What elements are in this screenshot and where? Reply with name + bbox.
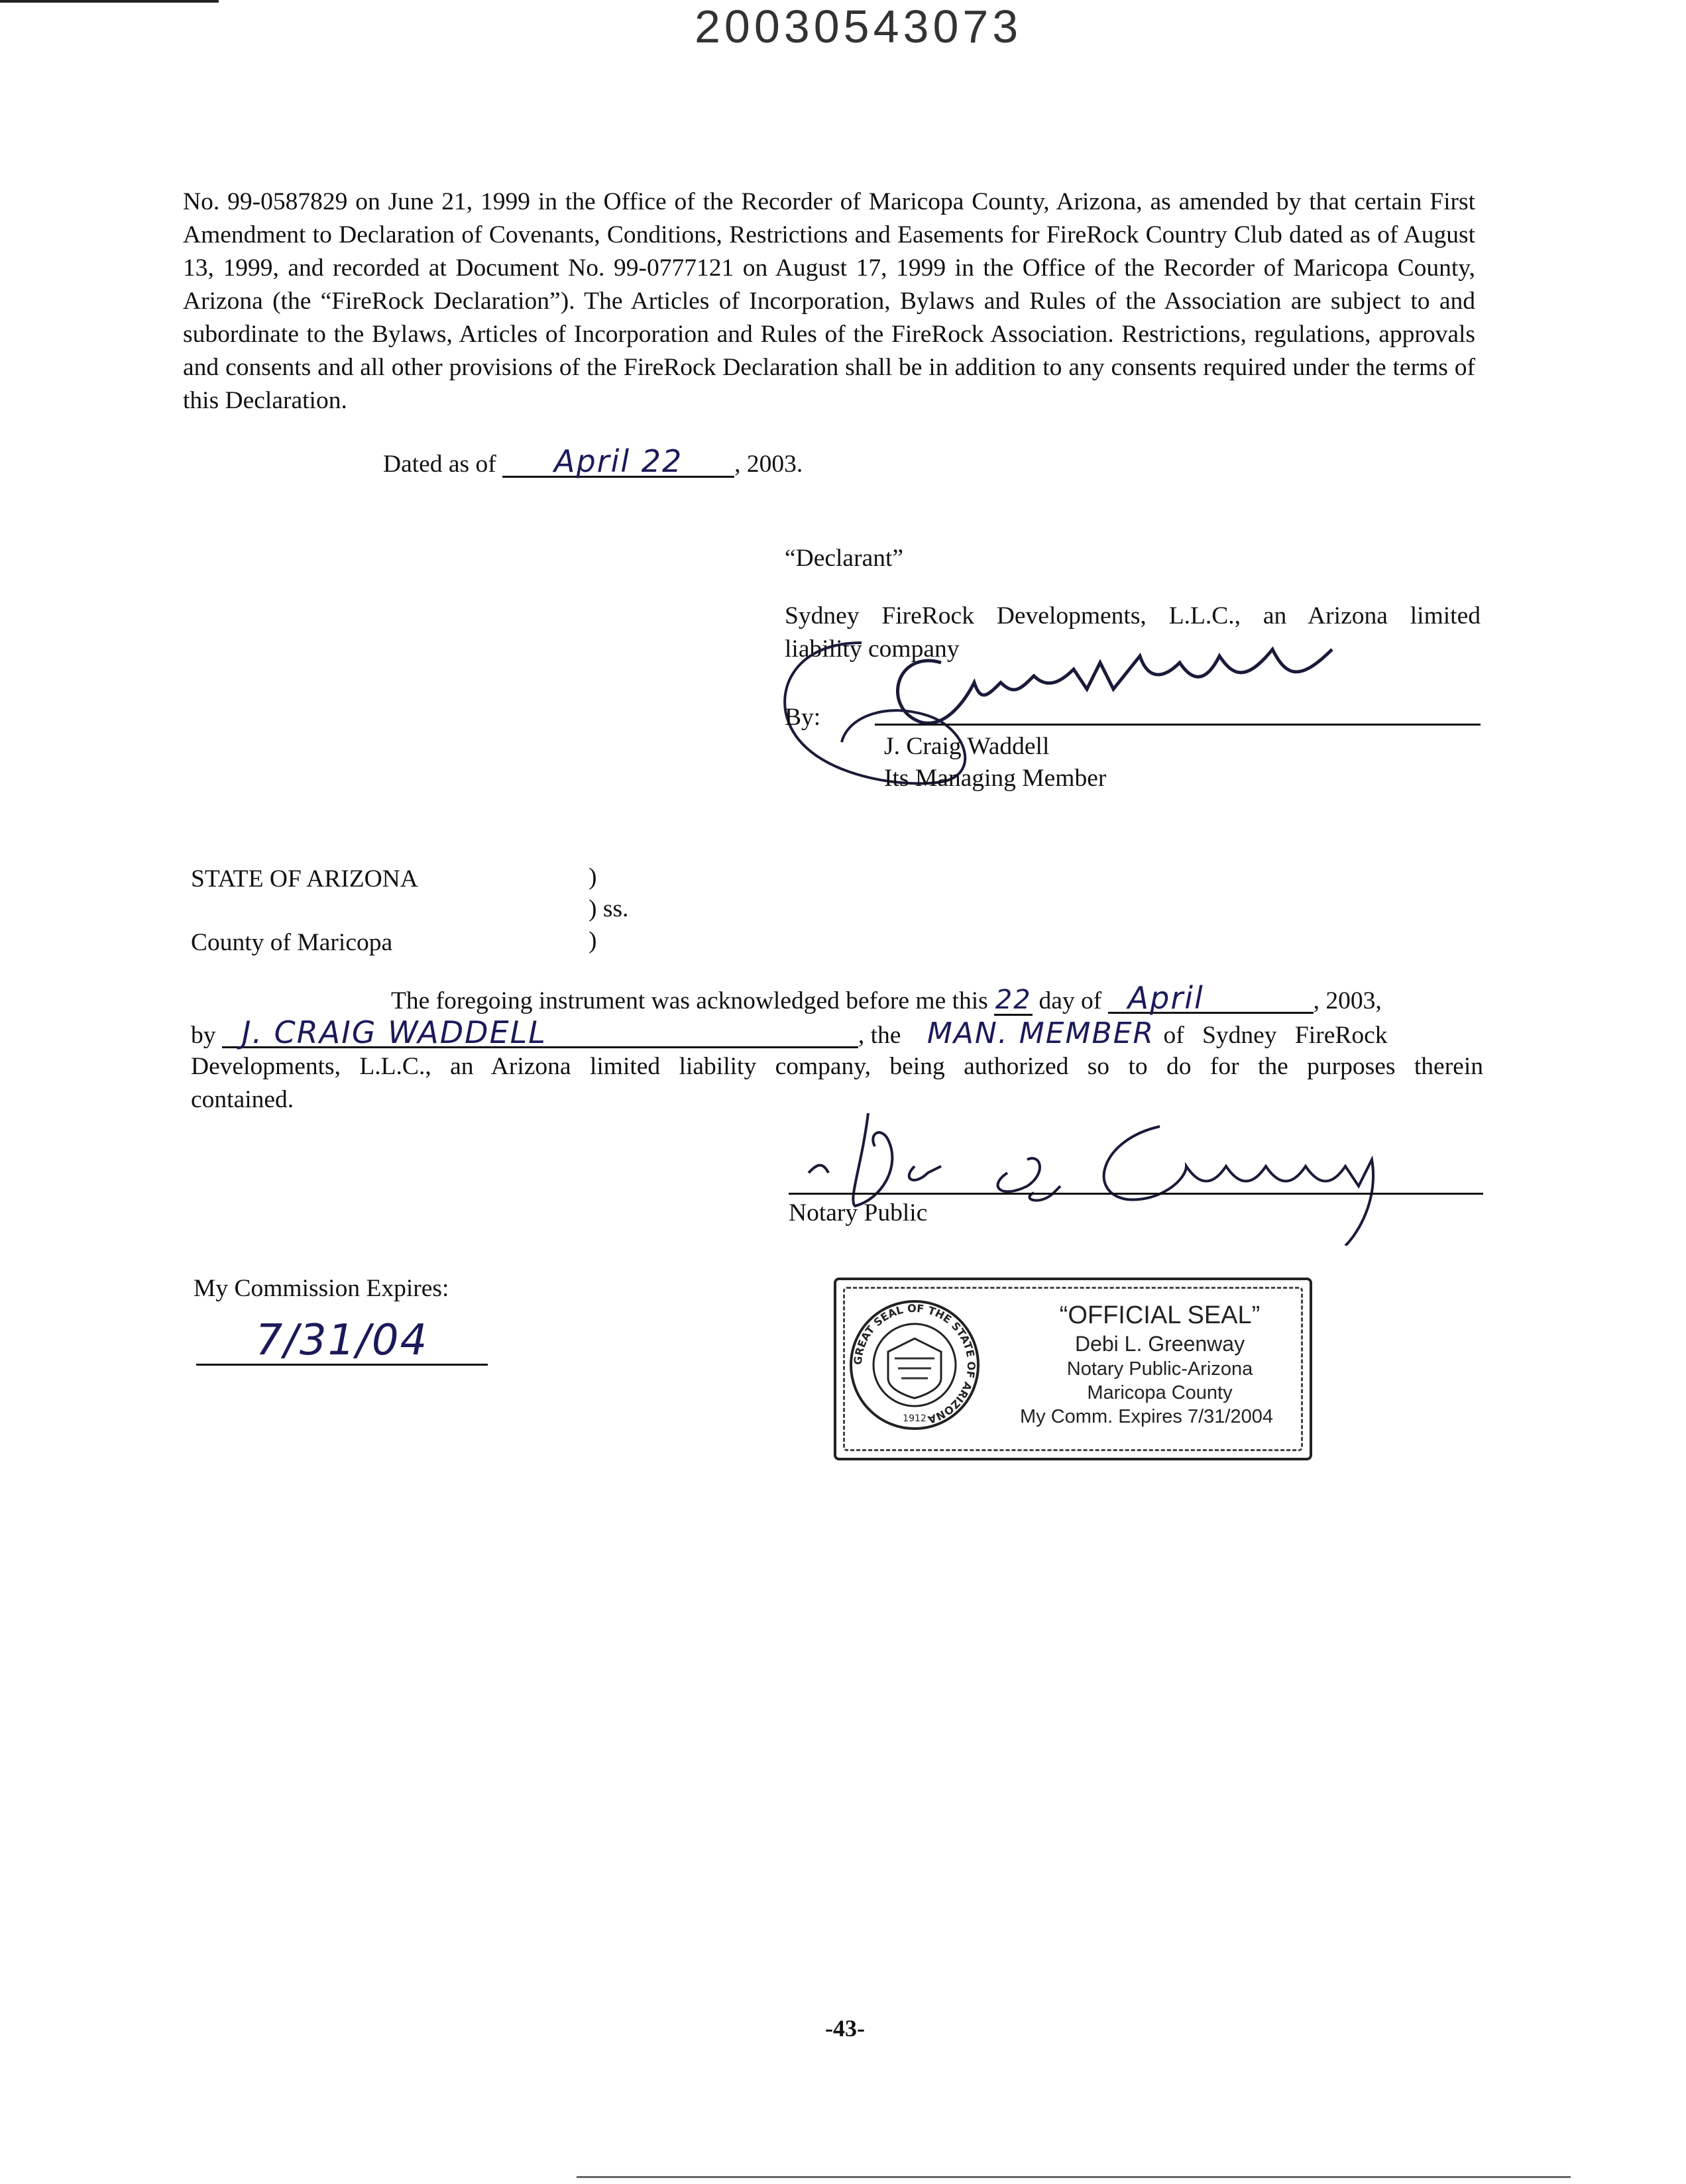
body-paragraph: No. 99-0587829 on June 21, 1999 in the Office of the Recorder of Maricopa County, Arizona, as amended by that certain First Amendment to Declaration of Covenants, Conditions, Restrictions and Easements for FireRock Country Club dated as of August 13, 1999, and recorded at Document No. 99-0777121 on August 17, 1999 in the Office of the Recorder of Maricopa County, Arizona (the “FireRock Declaration”). The Articles of Incorporation, Bylaws and Rules of the Association are subject to and subordinate to the Bylaws, Articles of Incorporation and Rules of the FireRock Association. Restrictions, regulations, approvals and consents and all other provisions of the FireRock Declaration shall be in addition to any consents required under the terms of this Declaration. [183,188,1475,414]
ack-by-label: by [191,1022,216,1049]
declarant-signature [769,616,1471,815]
ack-line1-mid: day of [1039,987,1102,1014]
dated-handwritten-date: April 22 [502,447,734,478]
seal-title: “OFFICIAL SEAL” [1059,1301,1261,1329]
ack-line-1 [391,980,1485,1018]
ack-title-handwritten: MAN. MEMBER [927,1016,1155,1050]
bottom-edge-rule [577,2176,1571,2178]
seal-line-3: Maricopa County [1087,1382,1233,1403]
notary-signature-line [789,1193,1483,1195]
declarant-label: “Declarant” [785,545,904,572]
ack-day-handwritten: 22 [995,985,1032,1015]
ack-of-text: of Sydney FireRock [1163,1022,1388,1049]
seal-circle-text: GREAT SEAL OF THE STATE OF ARIZONA [851,1301,978,1427]
signer-name: J. Craig Waddell [884,733,1050,760]
state-seal-emblem [848,1299,981,1431]
venue-ss: ) ss. [589,895,629,922]
svg-text:GREAT SEAL OF THE STATE OF ARI [852,1302,978,1427]
seal-line-2: Notary Public-Arizona [1066,1358,1253,1380]
by-label: By: [785,704,821,731]
seal-year: 1912 [903,1413,927,1424]
ack-line1-prefix: The foregoing instrument was acknowledged before me this [391,987,988,1014]
seal-name: Debi L. Greenway [1074,1332,1245,1356]
entity-line-2: liability company [785,635,960,663]
notary-label: Notary Public [789,1199,928,1227]
page-number: -43- [825,2015,865,2042]
ack-line-4: contained. [191,1086,294,1113]
commission-expiry-handwritten: 7/31/04 [196,1317,488,1366]
entity-line-1: Sydney FireRock Developments, L.L.C., an Arizona limited [785,602,1481,629]
signer-title: Its Managing Member [884,765,1107,792]
signature-line [875,724,1481,726]
recording-number: 20030543073 [695,1,1023,52]
ack-name-handwritten: J. CRAIG WADDELL [222,1018,858,1048]
top-rule [0,0,219,3]
ack-the-label: , the [858,1022,901,1049]
seal-line-4: My Comm. Expires 7/31/2004 [1020,1406,1273,1427]
venue-bracket-top: ) [589,863,597,891]
ack-month-handwritten: April [1108,984,1314,1014]
venue-state: STATE OF ARIZONA [191,865,418,893]
ack-line-2 [191,1014,1483,1052]
dated-line [383,443,803,481]
venue-bracket-bottom: ) [589,927,597,954]
commission-label: My Commission Expires: [194,1275,449,1302]
dated-suffix: , 2003. [734,451,803,478]
dated-prefix: Dated as of [383,451,496,478]
venue-county: County of Maricopa [191,929,393,956]
ack-line-3: Developments, L.L.C., an Arizona limited liability company, being authorized so to do for the purposes therein [191,1053,1483,1080]
ack-line1-suffix: , 2003, [1313,987,1382,1014]
